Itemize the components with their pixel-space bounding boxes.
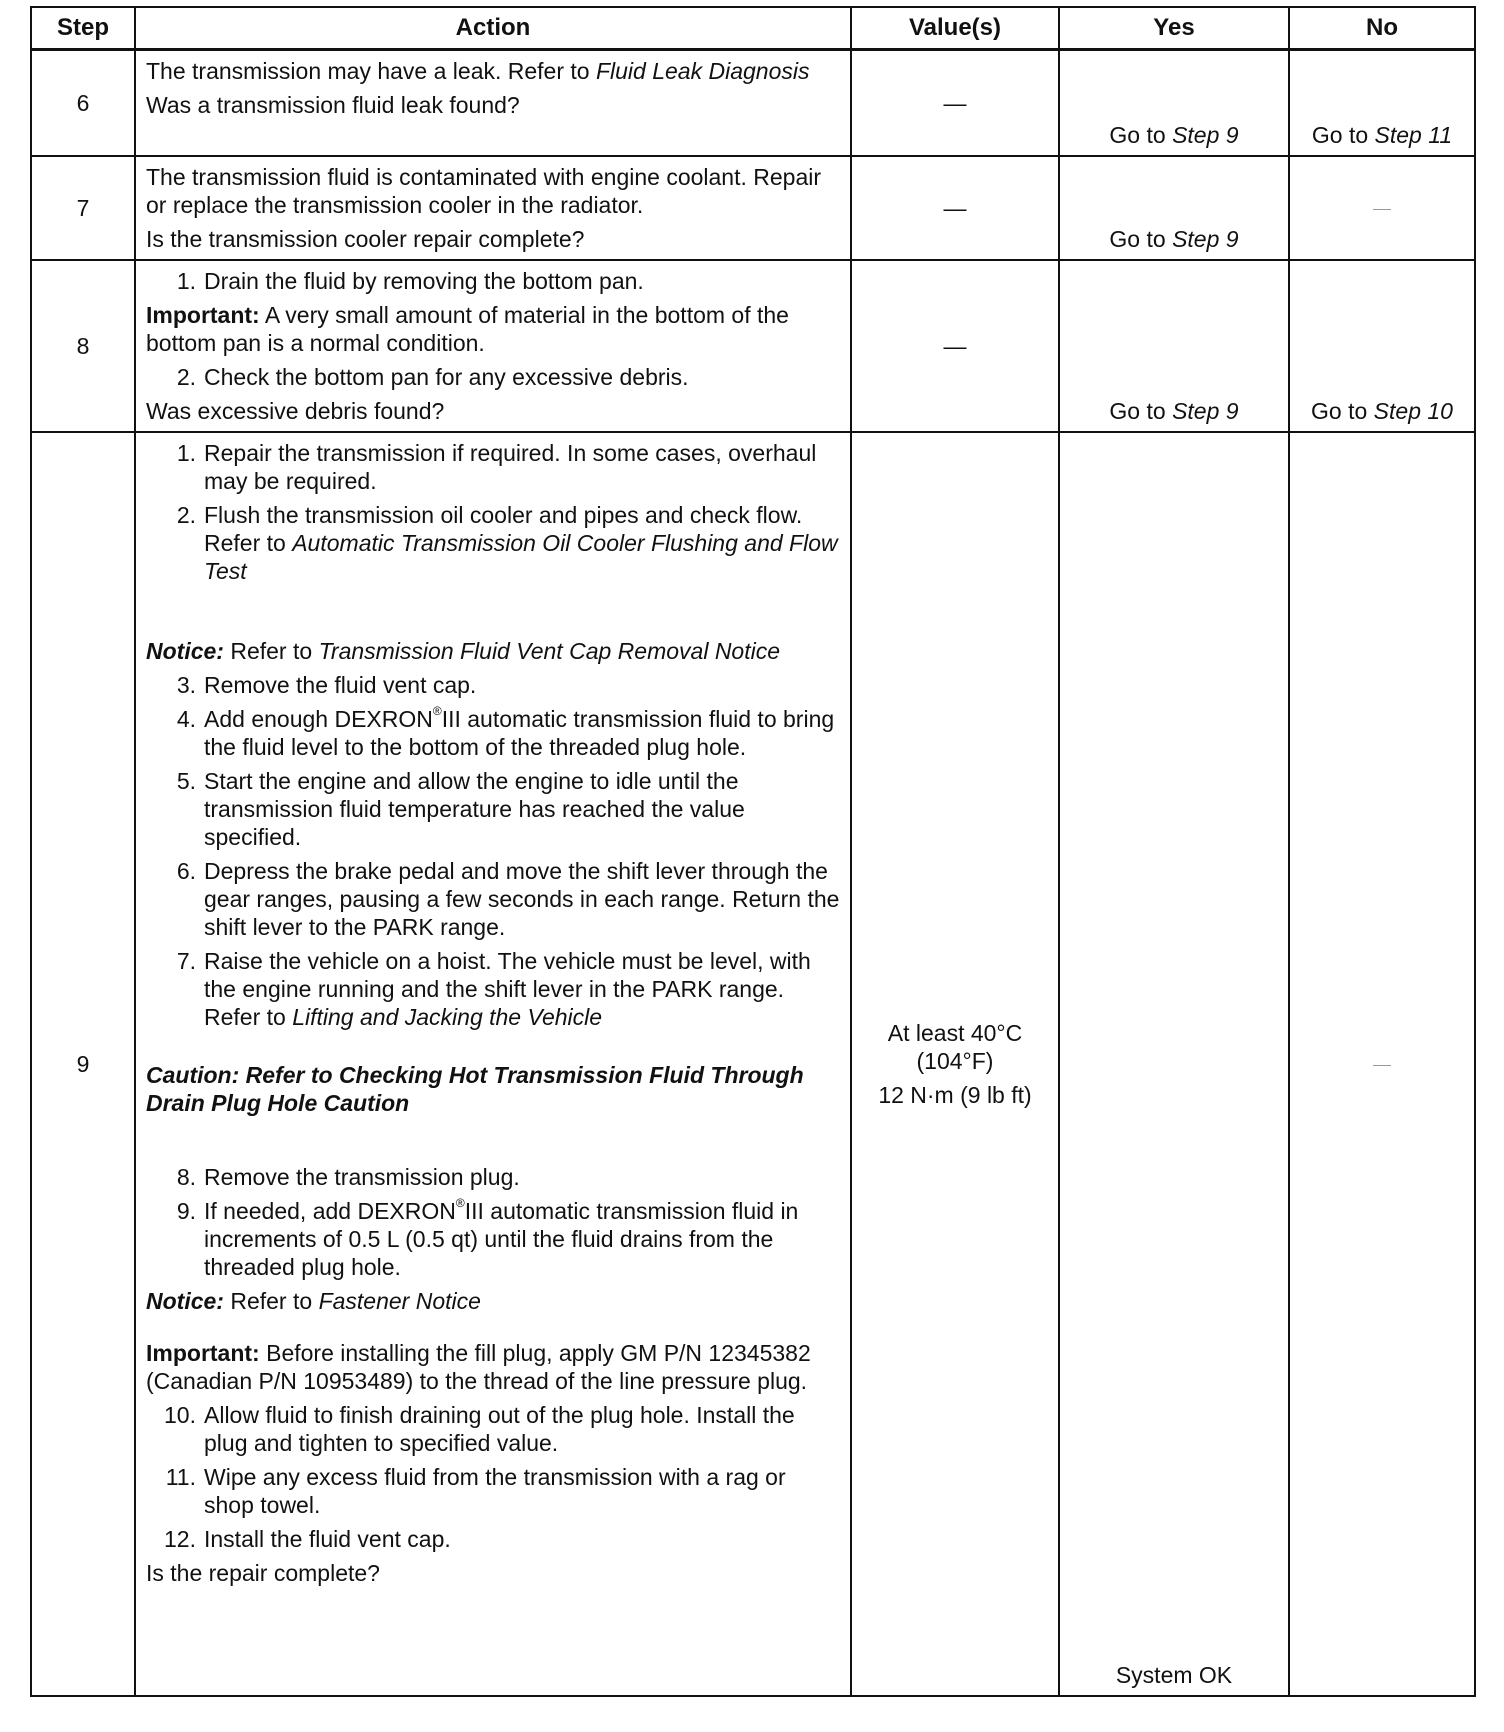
action-text: The transmission fluid is contaminated with engine coolant. Repair or replace the transmission cooler in the radiator.: [146, 163, 822, 218]
no-action[interactable]: Go to Step 11: [1311, 121, 1453, 148]
yes-action[interactable]: Go to Step 9: [1109, 121, 1239, 148]
question-text: Is the repair complete?: [146, 1559, 380, 1586]
list-item: 1. Repair the transmission if required. In some cases, overhaul may be required.: [176, 439, 817, 494]
table-row-step-6: [31, 50, 1475, 156]
value-torque: 12 N·m (9 lb ft): [878, 1081, 1032, 1108]
value-temperature-f: (104°F): [916, 1047, 994, 1074]
header-no: No: [1289, 7, 1475, 50]
value-cell: [851, 260, 1059, 432]
list-item: 7. Raise the vehicle on a hoist. The vehicle must be level, with the engine running and the shift lever in the PARK range. Refer to Lifting and Jacking the Vehicle: [176, 947, 811, 1030]
list-item: 1. Drain the fluid by removing the bottom pan.: [176, 267, 644, 294]
header-step: Step: [31, 7, 135, 50]
yes-cell: [1059, 432, 1289, 1696]
question-text: Is the transmission cooler repair complete?: [146, 225, 585, 252]
table-row-step-7: [31, 156, 1475, 260]
header-values: Value(s): [851, 7, 1059, 50]
list-item: 6. Depress the brake pedal and move the shift lever through the gear ranges, pausing a few seconds in each range. Return the shift lever to the PARK range.: [176, 857, 840, 940]
list-item: 2. Flush the transmission oil cooler and pipes and check flow. Refer to Automatic Transmission Oil Cooler Flushing and Flow Test: [176, 501, 838, 584]
caution-note: Caution: Refer to Checking Hot Transmission Fluid Through Drain Plug Hole Caution: [146, 1061, 804, 1116]
yes-action[interactable]: Go to Step 9: [1109, 225, 1239, 252]
no-action-empty: [1290, 1050, 1474, 1078]
reference-link[interactable]: Lifting and Jacking the Vehicle: [292, 1003, 603, 1030]
list-item: 10. Allow fluid to finish draining out of the plug hole. Install the plug and tighten to specified value.: [164, 1401, 795, 1456]
value-cell: [851, 432, 1059, 1696]
value-cell: [851, 50, 1059, 156]
action-cell: [135, 432, 851, 1696]
notice-note: Notice: Refer to Fastener Notice: [146, 1287, 481, 1314]
no-cell: [1289, 432, 1475, 1696]
registered-mark: ®: [455, 1195, 465, 1210]
reference-link[interactable]: Transmission Fluid Vent Cap Removal Notice: [318, 637, 781, 664]
list-item: 2. Check the bottom pan for any excessive debris.: [176, 363, 689, 390]
action-cell: [135, 260, 851, 432]
yes-action[interactable]: System OK: [1115, 1661, 1233, 1688]
list-item: 11. Wipe any excess fluid from the transmission with a rag or shop towel.: [165, 1463, 786, 1518]
no-cell: [1289, 156, 1475, 260]
diagnostic-table: [30, 6, 1476, 1697]
no-action[interactable]: Go to Step 10: [1311, 397, 1453, 424]
yes-cell: [1059, 156, 1289, 260]
question-text: Was excessive debris found?: [146, 397, 445, 424]
step-number: 7: [31, 156, 135, 260]
action-cell: [135, 50, 851, 156]
yes-cell: [1059, 50, 1289, 156]
list-item: 5. Start the engine and allow the engine to idle until the transmission fluid temperature has reached the value specified.: [176, 767, 745, 850]
no-action-empty: [1290, 194, 1474, 222]
value-dash: —: [943, 332, 967, 359]
registered-mark: ®: [432, 703, 442, 718]
important-note: Important: A very small amount of material in the bottom of the bottom pan is a normal condition.: [146, 301, 789, 356]
value-dash: —: [943, 194, 967, 221]
yes-cell: [1059, 260, 1289, 432]
question-text: Was a transmission fluid leak found?: [146, 92, 520, 118]
yes-action[interactable]: Go to Step 9: [1109, 397, 1239, 424]
list-item: 9. If needed, add DEXRON®III automatic transmission fluid in increments of 0.5 L (0.5 qt) until the fluid drains from the threaded plug hole.: [176, 1195, 799, 1280]
step-number: 9: [31, 432, 135, 1696]
empty-dash: [1373, 209, 1391, 210]
value-cell: [851, 156, 1059, 260]
table-row-step-8: [31, 260, 1475, 432]
step-number: 8: [31, 260, 135, 432]
header-action: Action: [135, 7, 851, 50]
reference-link[interactable]: Fastener Notice: [318, 1287, 481, 1314]
value-temperature: At least 40°C: [887, 1019, 1023, 1046]
list-item: 4. Add enough DEXRON®III automatic transmission fluid to bring the fluid level to the bottom of the threaded plug hole.: [176, 703, 835, 760]
action-text: The transmission may have a leak. Refer to Fluid Leak Diagnosis: [146, 58, 810, 84]
action-cell: [135, 156, 851, 260]
step-number: 6: [31, 50, 135, 156]
important-note: Important: Before installing the fill plug, apply GM P/N 12345382 (Canadian P/N 10953489) to the thread of the line pressure plug.: [146, 1339, 811, 1394]
header-row: [31, 7, 1475, 50]
value-dash: —: [943, 89, 967, 116]
no-cell: [1289, 260, 1475, 432]
header-yes: Yes: [1059, 7, 1289, 50]
reference-link[interactable]: Fluid Leak Diagnosis: [595, 58, 810, 84]
table-row-step-9: [31, 432, 1475, 1696]
reference-link[interactable]: Automatic Transmission Oil Cooler Flushing and Flow Test: [204, 529, 838, 584]
no-cell: [1289, 50, 1475, 156]
notice-note: Notice: Refer to Transmission Fluid Vent Cap Removal Notice: [146, 637, 781, 664]
list-item: 8. Remove the transmission plug.: [176, 1163, 520, 1190]
list-item: 3. Remove the fluid vent cap.: [176, 671, 477, 698]
empty-dash: [1373, 1065, 1391, 1066]
list-item: 12. Install the fluid vent cap.: [164, 1525, 451, 1552]
